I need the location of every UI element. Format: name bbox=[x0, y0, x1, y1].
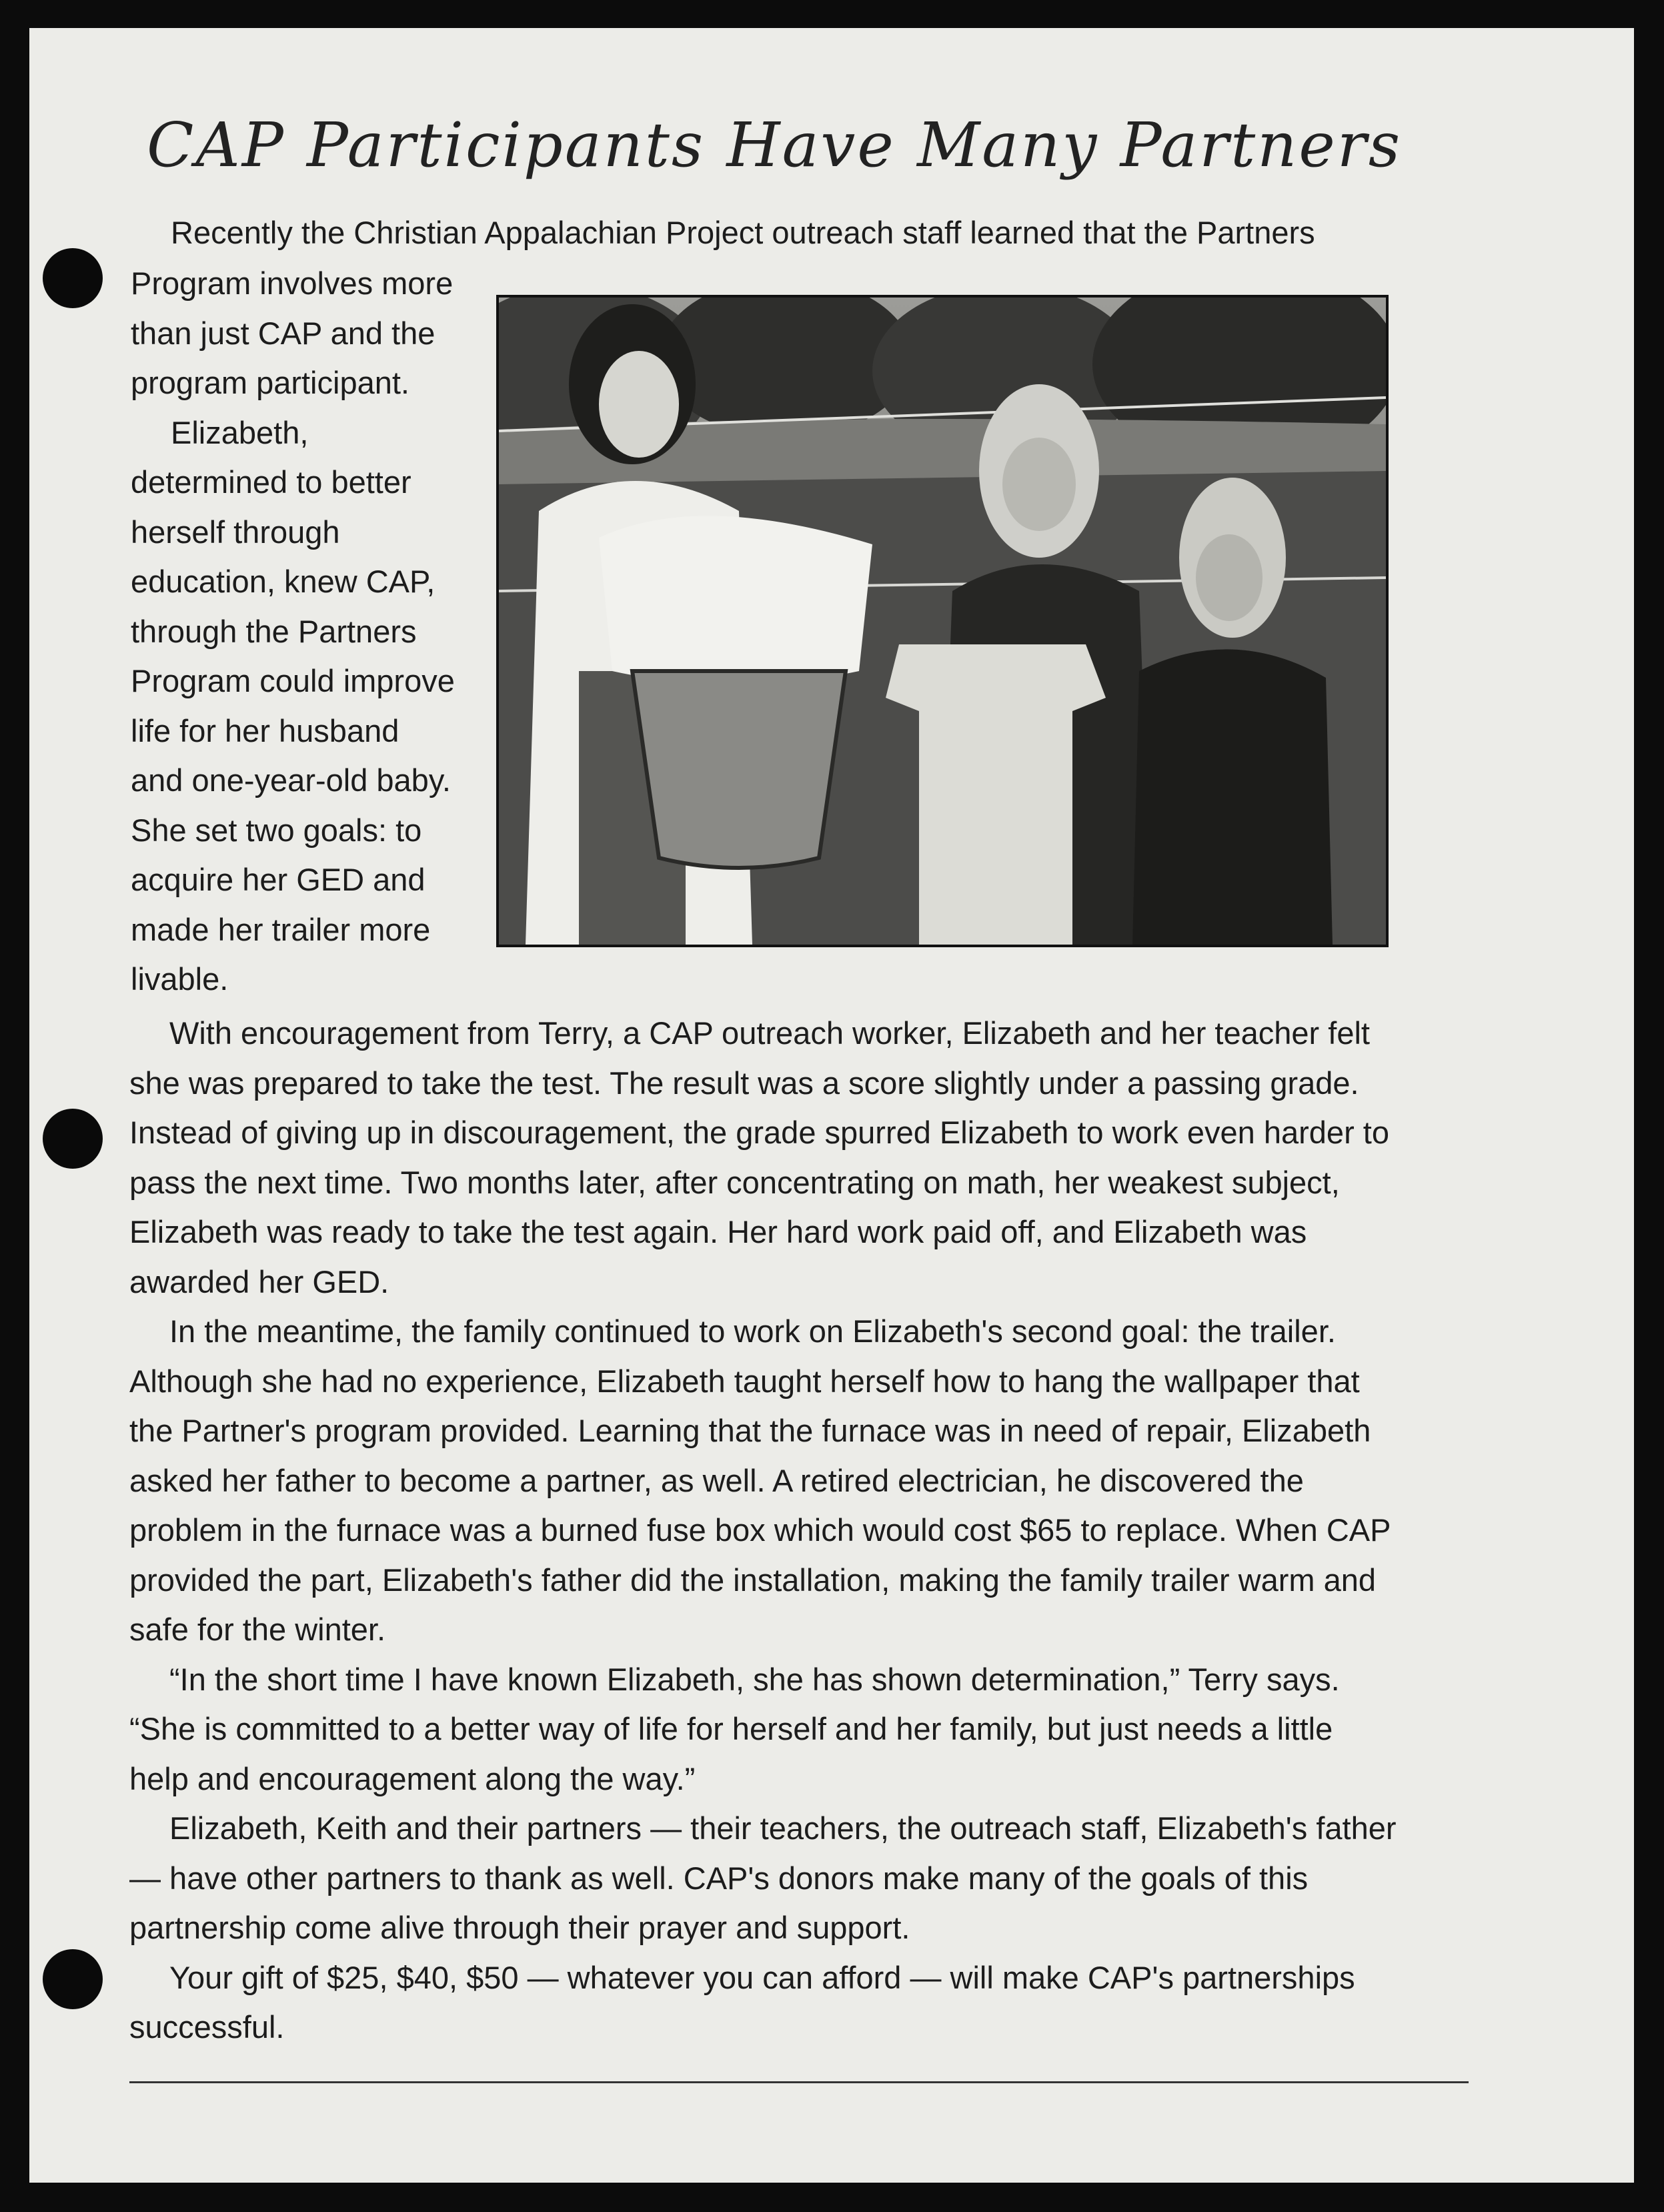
column-line: She set two goals: to bbox=[131, 812, 422, 848]
footer-rule bbox=[129, 2081, 1469, 2083]
photo-women-hanging-laundry bbox=[496, 295, 1389, 947]
column-line: through the Partners bbox=[131, 613, 417, 649]
column-line: acquire her GED and bbox=[131, 862, 426, 897]
column-line: determined to better bbox=[131, 464, 411, 500]
binder-hole-bottom bbox=[43, 1949, 103, 2009]
paragraph: In the meantime, the family continued to work on Elizabeth's second goal: the trailer. Although she had no experience, Elizabeth taught herself how to hang the wallpaper that the Partner's program provided. Learning that the furnace was in need of repair, Elizabeth asked her father to become a partner, as well. A retired electrician, he discovered the problem in the furnace was a burned fuse box which would cost $65 to replace. When CAP provided the part, Elizabeth's father did the installation, making the family trailer warm and safe for the winter. bbox=[129, 1313, 1391, 1647]
paragraph: “In the short time I have known Elizabeth, she has shown determination,” Terry says. “She is committed to a better way of life for herself and her family, but just needs a little help and encouragement along the way.” bbox=[129, 1661, 1340, 1796]
paragraph: Your gift of $25, $40, $50 — whatever you can afford — will make CAP's partnerships successful. bbox=[129, 1959, 1355, 2045]
article-title: CAP Participants Have Many Partners bbox=[147, 109, 1403, 181]
binder-hole-middle bbox=[43, 1109, 103, 1169]
document-page bbox=[29, 28, 1634, 2183]
binder-hole-top bbox=[43, 248, 103, 308]
column-line: herself through bbox=[131, 514, 340, 550]
column-line: than just CAP and the bbox=[131, 315, 436, 351]
photo-illustration bbox=[499, 298, 1386, 945]
paragraph: Elizabeth, Keith and their partners — their teachers, the outreach staff, Elizabeth's father — have other partners to thank as well. CAP's donors make many of the goals of this partnership come alive through their prayer and support. bbox=[129, 1810, 1397, 1945]
column-line: education, knew CAP, bbox=[131, 564, 436, 599]
paragraph: With encouragement from Terry, a CAP outreach worker, Elizabeth and her teacher felt she was prepared to take the test. The result was a score slightly under a passing grade. Instead of giving up in discouragement, the grade spurred Elizabeth to work even harder to pass the next time. Two months later, after concentrating on math, her weakest subject, Elizabeth was ready to take the test again. Her hard work paid off, and Elizabeth was awarded her GED. bbox=[129, 1015, 1389, 1299]
column-line: and one-year-old baby. bbox=[131, 762, 451, 798]
article-body bbox=[129, 1009, 1397, 2053]
lead-line: Recently the Christian Appalachian Project outreach staff learned that the Partners bbox=[171, 215, 1315, 250]
column-line: life for her husband bbox=[131, 712, 399, 748]
narrow-column bbox=[131, 259, 504, 1005]
column-line: Program could improve bbox=[131, 663, 455, 698]
column-line: program participant. bbox=[131, 365, 409, 400]
column-line: livable. bbox=[131, 961, 229, 997]
column-line: made her trailer more bbox=[131, 911, 431, 947]
column-line: Program involves more bbox=[131, 265, 454, 301]
column-line: Elizabeth, bbox=[171, 414, 309, 450]
